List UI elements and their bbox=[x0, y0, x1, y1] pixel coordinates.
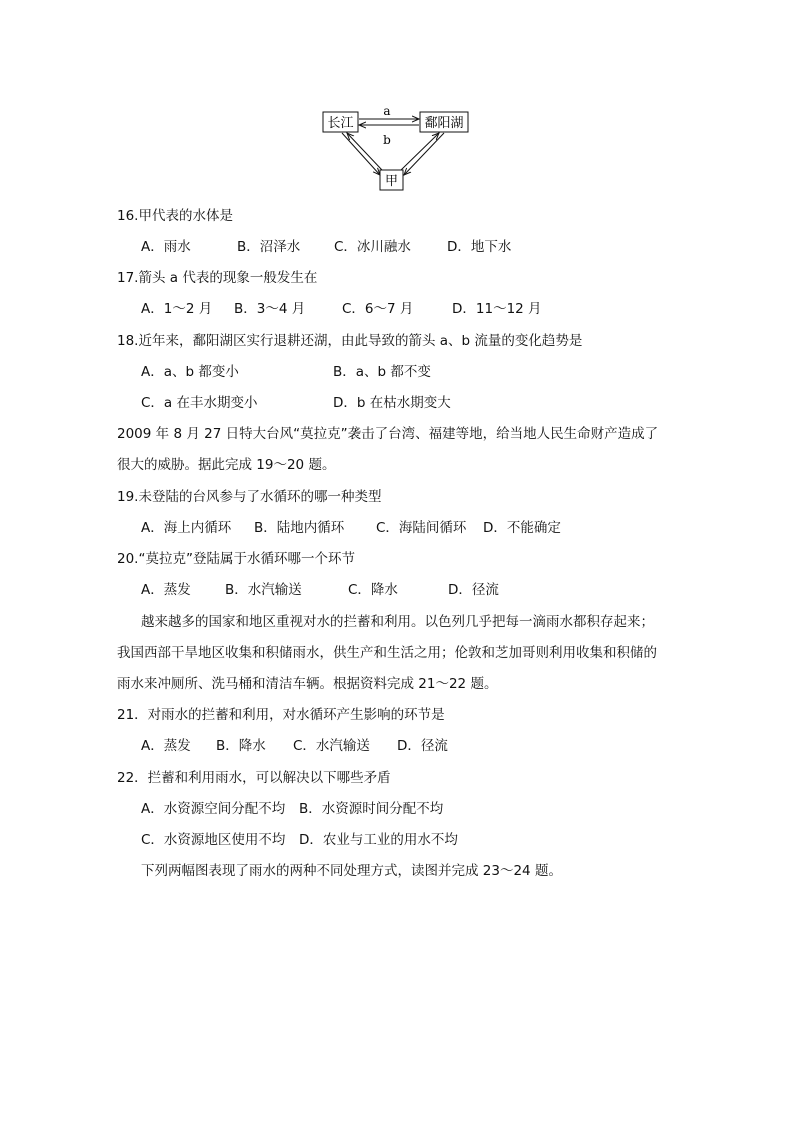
q20-option-a: A．蒸发 bbox=[141, 582, 191, 598]
q18-option-d: D．b 在枯水期变大 bbox=[333, 395, 451, 411]
q21-option-d: D．径流 bbox=[397, 738, 448, 754]
q21-option-a: A．蒸发 bbox=[141, 738, 191, 754]
arrow-right-down bbox=[404, 133, 444, 175]
arrow-a-label: a bbox=[383, 104, 391, 118]
q16-stem: 16.甲代表的水体是 bbox=[117, 208, 233, 224]
water-cycle-diagram bbox=[320, 104, 480, 196]
q19-option-b: B．陆地内循环 bbox=[254, 520, 345, 536]
q20-option-b: B．水汽输送 bbox=[225, 582, 302, 598]
q20-option-d: D．径流 bbox=[448, 582, 499, 598]
q20-option-c: C．降水 bbox=[348, 582, 398, 598]
q21-stem: 21．对雨水的拦蓄和利用，对水循环产生影响的环节是 bbox=[117, 707, 445, 723]
q19-option-c: C．海陆间循环 bbox=[376, 520, 467, 536]
passage3-line1: 下列两幅图表现了雨水的两种不同处理方式，读图并完成 23～24 题。 bbox=[141, 863, 562, 879]
passage2-line1: 越来越多的国家和地区重视对水的拦蓄和利用。以色列几乎把每一滴雨水都积存起来； bbox=[141, 614, 654, 630]
q22-option-d: D．农业与工业的用水不均 bbox=[299, 832, 458, 848]
q18-option-b: B．a、b 都不变 bbox=[333, 364, 431, 380]
q21-option-b: B．降水 bbox=[216, 738, 266, 754]
q21-option-c: C．水汽输送 bbox=[293, 738, 370, 754]
q18-option-c: C．a 在丰水期变小 bbox=[141, 395, 258, 411]
q17-option-b: B．3～4 月 bbox=[234, 301, 306, 317]
q19-option-a: A．海上内循环 bbox=[141, 520, 232, 536]
q16-option-a: A．雨水 bbox=[141, 239, 191, 255]
q22-option-c: C．水资源地区使用不均 bbox=[141, 832, 286, 848]
passage1-line2: 很大的威胁。据此完成 19～20 题。 bbox=[117, 457, 336, 473]
q18-stem: 18.近年来，鄱阳湖区实行退耕还湖，由此导致的箭头 a、b 流量的变化趋势是 bbox=[117, 333, 583, 349]
q16-option-b: B．沼泽水 bbox=[237, 239, 301, 255]
arrow-left-up bbox=[347, 133, 382, 170]
arrow-right-up bbox=[401, 133, 439, 170]
q20-stem: 20.“莫拉克”登陆属于水循环哪一个环节 bbox=[117, 551, 355, 567]
q16-option-c: C．冰川融水 bbox=[334, 239, 411, 255]
q19-stem: 19.未登陆的台风参与了水循环的哪一种类型 bbox=[117, 489, 382, 505]
node-left-label: 长江 bbox=[327, 116, 354, 131]
q17-option-c: C．6～7 月 bbox=[342, 301, 414, 317]
node-right-label: 鄱阳湖 bbox=[424, 116, 464, 131]
q22-option-b: B．水资源时间分配不均 bbox=[299, 801, 444, 817]
q22-stem: 22．拦蓄和利用雨水，可以解决以下哪些矛盾 bbox=[117, 770, 391, 786]
q22-option-a: A．水资源空间分配不均 bbox=[141, 801, 286, 817]
passage2-line3: 雨水来冲厕所、洗马桶和清洁车辆。根据资料完成 21～22 题。 bbox=[117, 676, 498, 692]
arrow-b-label: b bbox=[383, 133, 391, 147]
q17-stem: 17.箭头 a 代表的现象一般发生在 bbox=[117, 270, 318, 286]
passage1-line1: 2009 年 8 月 27 日特大台风“莫拉克”袭击了台湾、福建等地，给当地人民生命财产造成了 bbox=[117, 426, 659, 442]
q16-option-d: D．地下水 bbox=[447, 239, 512, 255]
node-bottom-label: 甲 bbox=[384, 174, 399, 189]
arrow-left-down bbox=[342, 133, 380, 175]
q17-option-d: D．11～12 月 bbox=[452, 301, 542, 317]
q18-option-a: A．a、b 都变小 bbox=[141, 364, 239, 380]
q17-option-a: A．1～2 月 bbox=[141, 301, 213, 317]
passage2-line2: 我国西部干旱地区收集和积储雨水，供生产和生活之用；伦敦和芝加哥则利用收集和积储的 bbox=[117, 645, 657, 661]
q19-option-d: D．不能确定 bbox=[483, 520, 561, 536]
